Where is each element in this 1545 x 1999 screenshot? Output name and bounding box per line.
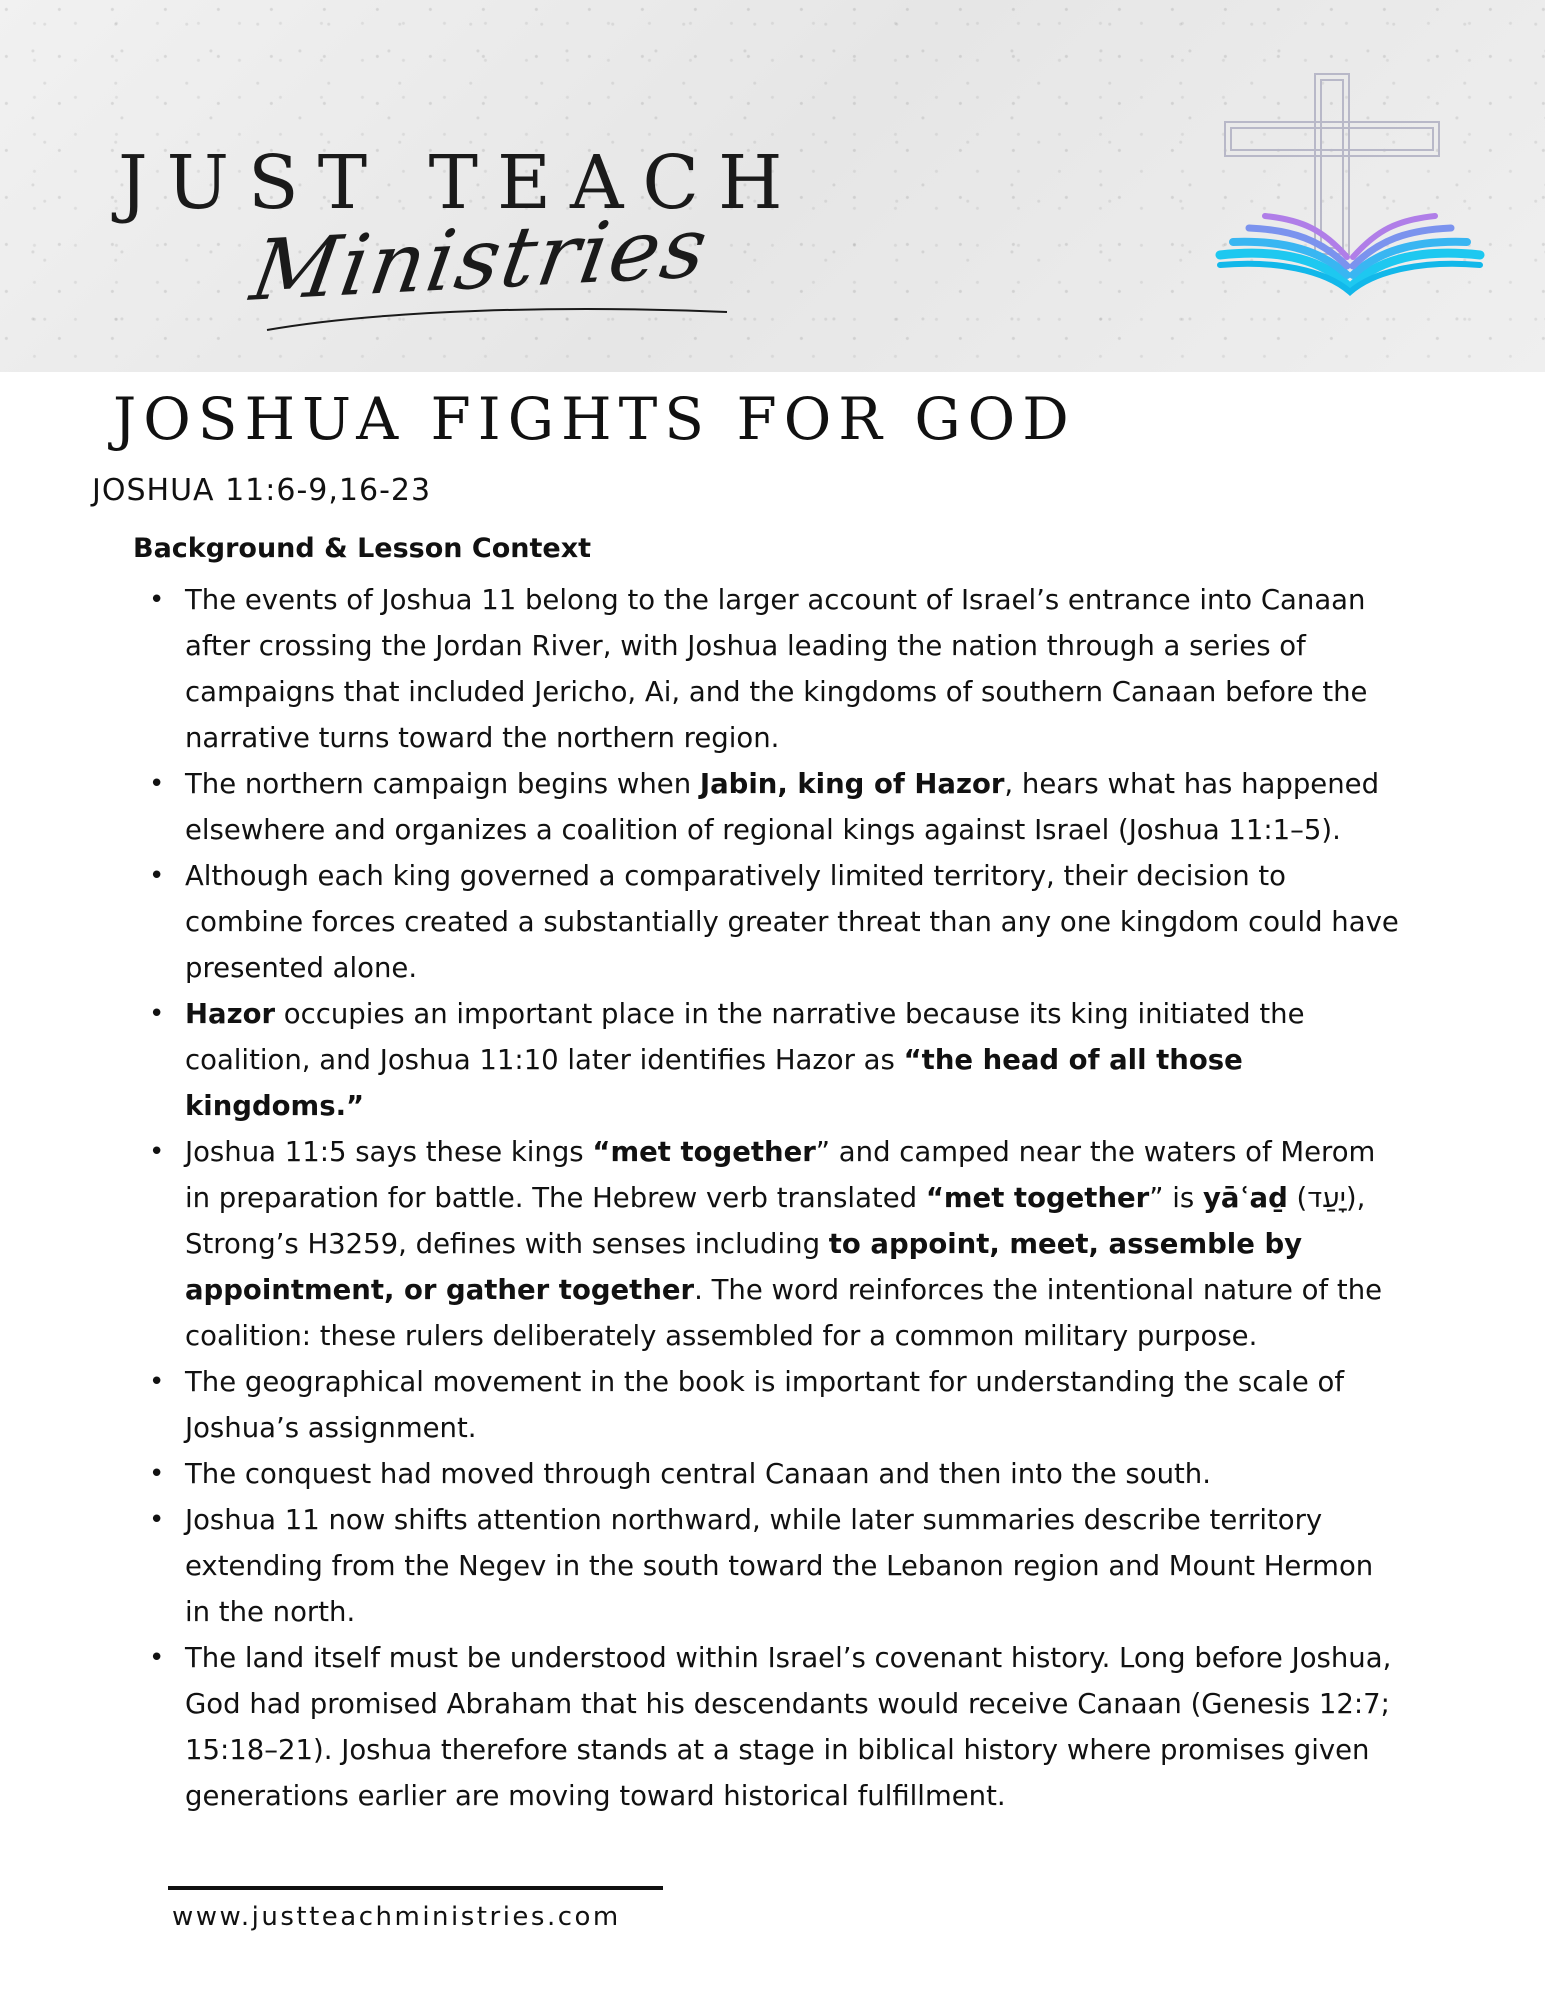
text-run: Joshua 11 now shifts attention northward, while later summaries describe territory extending from the Negev in the south toward the Lebanon region and Mount Hermon in the north.	[185, 1504, 1374, 1628]
bold-text: “met together	[592, 1136, 816, 1168]
bullet-item	[145, 577, 1405, 761]
text-run: Although each king governed a comparatively limited territory, their decision to combine forces created a substantially greater threat than any one kingdom could have presented alone.	[185, 860, 1399, 984]
logo-script-text: Ministries	[244, 198, 716, 320]
bullet-item	[145, 1359, 1405, 1451]
bullet-item	[145, 1635, 1405, 1819]
text-run: The northern campaign begins when	[185, 768, 700, 800]
header-banner	[0, 0, 1545, 372]
text-run: The geographical movement in the book is important for understanding the scale of Joshua’s assignment.	[185, 1366, 1345, 1444]
bold-text: Hazor	[185, 998, 276, 1030]
cross-and-open-book-icon	[1215, 70, 1485, 310]
logo-swash	[262, 300, 732, 340]
text-run: ” is	[1149, 1182, 1203, 1214]
text-run: The conquest had moved through central Canaan and then into the south.	[185, 1458, 1211, 1490]
text-run: . The word reinforces the intentional nature of the coalition: these rulers deliberately assembled for a common military purpose.	[185, 1274, 1383, 1352]
bullet-item	[145, 991, 1405, 1129]
text-run: Joshua 11:5 says these kings	[185, 1136, 593, 1168]
page-title: JOSHUA FIGHTS FOR GOD	[113, 385, 1076, 453]
footer-divider	[168, 1886, 663, 1890]
footer-website-url: www.justteachministries.com	[172, 1902, 621, 1932]
text-run: (יָעַד), Strong’s H3259, defines with senses including	[185, 1182, 1366, 1260]
text-run: The land itself must be understood within Israel’s covenant history. Long before Joshua, God had promised Abraham that his descendants would receive Canaan (Genesis 12:7; 15:18–21). Joshua therefore stands at a stage in biblical history where promises given generations earlier are moving toward historical fulfillment.	[185, 1642, 1392, 1812]
bullet-item	[145, 761, 1405, 853]
bold-text: yāʿaḏ	[1202, 1182, 1288, 1214]
bold-text: to appoint, meet, assemble by appointment, or gather together	[185, 1228, 1303, 1306]
bold-text: “the head of all those kingdoms.”	[185, 1044, 1243, 1122]
scripture-reference: JOSHUA 11:6-9,16-23	[92, 473, 432, 508]
bold-text: “met together	[925, 1182, 1150, 1214]
logo-wordmark: JUST TEACH	[118, 140, 802, 226]
text-run: , hears what has happened elsewhere and organizes a coalition of regional kings against Israel (Joshua 11:1–5).	[185, 768, 1380, 846]
text-run: occupies an important place in the narrative because its king initiated the coalition, and Joshua 11:10 later identifies Hazor as	[185, 998, 1305, 1076]
text-run: ” and camped near the waters of Merom in preparation for battle. The Hebrew verb translated	[185, 1136, 1376, 1214]
bullet-item	[145, 1497, 1405, 1635]
text-run: The events of Joshua 11 belong to the larger account of Israel’s entrance into Canaan after crossing the Jordan River, with Joshua leading the nation through a series of campaigns that included Jericho, Ai, and the kingdoms of southern Canaan before the narrative turns toward the northern region.	[185, 584, 1368, 754]
bullet-item	[145, 1129, 1405, 1359]
bullet-item	[145, 1451, 1405, 1497]
bold-text: Jabin, king of Hazor	[699, 768, 1005, 800]
bullet-item	[145, 853, 1405, 991]
section-heading: Background & Lesson Context	[133, 533, 592, 564]
bullet-list	[145, 577, 1405, 1819]
